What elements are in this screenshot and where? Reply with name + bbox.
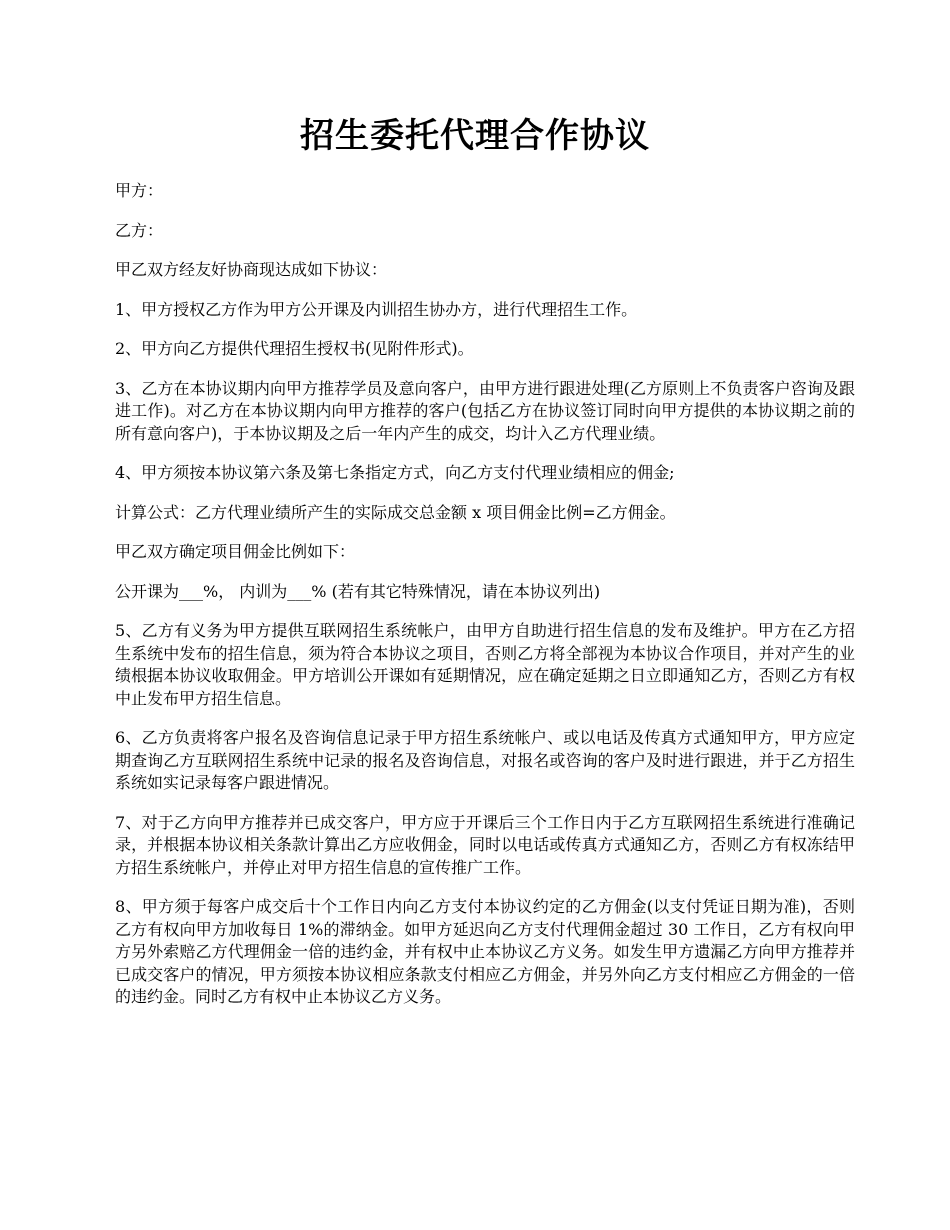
clause-5: 5、乙方有义务为甲方提供互联网招生系统帐户，由甲方自助进行招生信息的发布及维护。甲方在乙方招生系统中发布的招生信息，须为符合本协议之项目，否则乙方将全部视为本协议合作项目，并对产生的业绩根据本协议收取佣金。甲方培训公开课如有延期情况，应在确定延期之日立即通知乙方，否则乙方有权中止发布甲方招生信息。 (115, 621, 855, 708)
clause-6: 6、乙方负责将客户报名及咨询信息记录于甲方招生系统帐户、或以电话及传真方式通知甲方，甲方应定期查询乙方互联网招生系统中记录的报名及咨询信息，对报名或咨询的客户及时进行跟进，并于乙方招生系统如实记录每客户跟进情况。 (115, 728, 855, 792)
commission-ratio-intro: 甲乙双方确定项目佣金比例如下： (115, 542, 356, 561)
commission-ratio-line: 公开课为___%， 内训为___% (若有其它特殊情况，请在本协议列出) (115, 581, 601, 601)
agreement-intro: 甲乙双方经友好协商现达成如下协议： (115, 260, 388, 279)
party-a-line: 甲方： (115, 181, 164, 200)
clause-8: 8、甲方须于每客户成交后十个工作日内向乙方支付本协议约定的乙方佣金(以支付凭证日期为准)，否则乙方有权向甲方加收每日 1%的滞纳金。如甲方延迟向乙方支付代理佣金超过 30 工作日，乙方有权向甲方另外索赔乙方代理佣金一倍的违约金，并有权中止本协议乙方义务。如发生甲方遗漏乙方向甲方推荐并已成交客户的情况，甲方须按本协议相应条款支付相应乙方佣金，并另外向乙方支付相应乙方佣金的一倍的违约金。同时乙方有权中止本协议乙方义务。 (115, 897, 855, 1006)
clause-7: 7、对于乙方向甲方推荐并已成交客户，甲方应于开课后三个工作日内于乙方互联网招生系统进行准确记录，并根据本协议相关条款计算出乙方应收佣金，同时以电话或传真方式通知乙方，否则乙方有权冻结甲方招生系统帐户，并停止对甲方招生信息的宣传推广工作。 (115, 812, 855, 877)
document-title: 招生委托代理合作协议 (300, 116, 650, 156)
commission-formula: 计算公式：乙方代理业绩所产生的实际成交总金额 x 项目佣金比例=乙方佣金。 (115, 502, 676, 522)
clause-2: 2、甲方向乙方提供代理招生授权书(见附件形式)。 (115, 339, 474, 358)
clause-1: 1、甲方授权乙方作为甲方公开课及内训招生协办方，进行代理招生工作。 (115, 299, 638, 319)
clause-4: 4、甲方须按本协议第六条及第七条指定方式，向乙方支付代理业绩相应的佣金; (115, 463, 675, 482)
document-body (115, 180, 855, 1026)
party-b-line: 乙方： (115, 220, 164, 240)
clause-3: 3、乙方在本协议期内向甲方推荐学员及意向客户，由甲方进行跟进处理(乙方原则上不负责客户咨询及跟进工作)。对乙方在本协议期内向甲方推荐的客户(包括乙方在协议签订同时向甲方提供的本协议期之前的所有意向客户)，于本协议期及之后一年内产生的成交，均计入乙方代理业绩。 (115, 378, 855, 443)
